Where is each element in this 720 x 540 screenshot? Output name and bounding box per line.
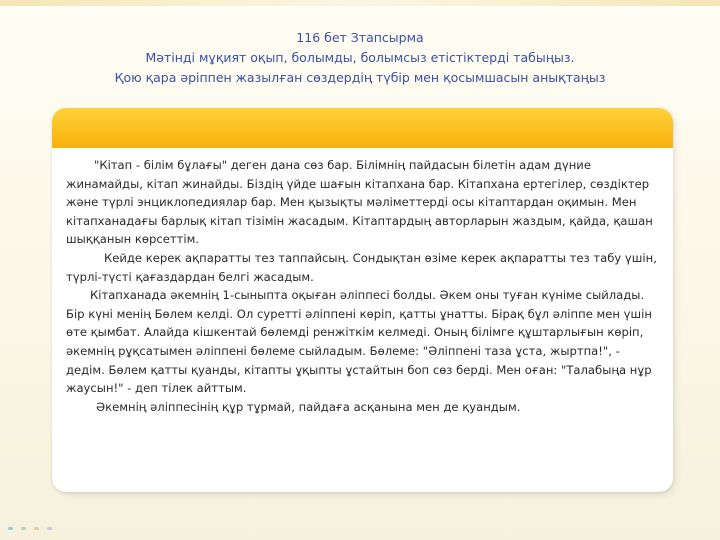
decor-dot <box>21 527 26 530</box>
paragraph-3: Кітапханада әкемнің 1-сыныпта оқыған әліппесі болды. Әкем оны туған күніме сыйлады. Бір күні менің Бөлем келді. Ол суретті әліппені көріп, қатты ұнатты. Бірақ бұл әліппе мен үшін өте қымбат. Алайда кішкентай бөлемді ренжіткім келмеді. Оның білімге құштарлығын көріп, әкемнің рұқсатымен әліппені бөлеме сыйладым. Бөлеме: "Әліппені таза ұста, жыртпа!", - дедім. Бөлем қатты қуанды, кітапты ұқыпты ұстайтын боп сөз берді. Мен оған: "Талабыңа нұр жаусын!" - деп тілек айттым. <box>66 288 652 396</box>
top-decor-stripe <box>0 0 720 6</box>
paragraph-2: Кейде керек ақпаратты тез таппайсың. Сондықтан өзіме керек ақпаратты тез табу үшін, түрлі-түсті қағаздардан белгі жасадым. <box>66 250 657 284</box>
decor-dot <box>47 527 52 530</box>
instruction-1: Мәтінді мұқият оқып, болымды, болымсыз етістіктерді табыңыз. <box>145 50 575 65</box>
story-text <box>52 148 673 416</box>
corner-decor <box>8 515 55 534</box>
page-task-title: 116 бет Зтапсырма <box>296 30 424 45</box>
text-card <box>52 108 673 492</box>
paragraph-4: Әкемнің әліппесінің құр тұрмай, пайдаға асқанына мен де қуандым. <box>96 399 521 414</box>
paragraph-1: "Кітап - білім бұлағы" деген дана сөз бар. Білімнің пайдасын білетін адам дүние жинамайды, кітап жинайды. Біздің үйде шағын кітапхана бар. Кітапхана ертегілер, сөздіктер және түрлі энциклопедиялар бар. Мен қызықты мәліметтерді осы кітаптардан оқимын. Мен кітапханадағы барлық кітап тізімін жасадым. Кітаптардың авторларын жаздым, қайда, қашан шыққанын көрсеттім. <box>66 158 653 247</box>
decor-dot <box>8 527 13 530</box>
card-header-bar <box>52 108 673 148</box>
decor-dot <box>34 527 39 530</box>
instruction-2: Қою қара әріппен жазылған сөздердің түбір мен қосымшасын анықтаңыз <box>114 70 606 85</box>
task-header <box>0 28 720 88</box>
